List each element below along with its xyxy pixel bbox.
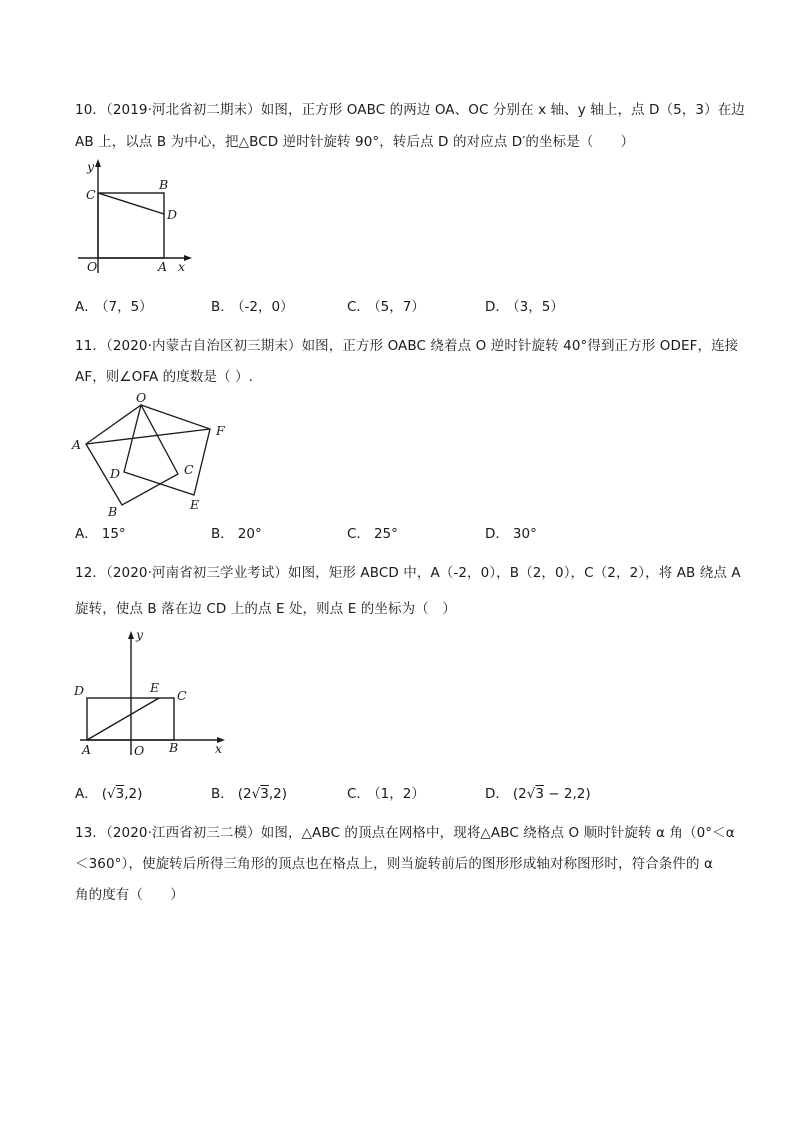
- q11-option-d[interactable]: D． 30°: [485, 526, 537, 542]
- q10-label-d: D: [167, 207, 178, 222]
- q12-label-e: E: [150, 680, 160, 695]
- q11-square-odef: [124, 405, 210, 495]
- q11-label-e: E: [190, 497, 200, 512]
- q13-text-line2: ＜360°），使旋转后所得三角形的顶点也在格点上，则当旋转前后的图形形成轴对称图形时，符合条件的 α: [75, 856, 713, 872]
- q10-square: [98, 193, 164, 258]
- q11-text-line2: AF，则∠OFA 的度数是（ ）.: [75, 369, 254, 385]
- q12-option-c[interactable]: C． （1，2）: [347, 786, 425, 802]
- q12-label-c: C: [177, 688, 187, 703]
- q12-label-o: O: [134, 743, 145, 758]
- q12-text-line1: 12．（2020·河南省初三学业考试）如图，矩形 ABCD 中，A（-2，0），B（2，0），C（2，2），将 AB 绕点 A: [75, 565, 741, 581]
- q10-segment-cd: [98, 193, 164, 214]
- q11-text-line1: 11．（2020·内蒙古自治区初三期末）如图，正方形 OABC 绕着点 O 逆时针旋转 40°得到正方形 ODEF，连接: [75, 338, 739, 354]
- q12-label-x: x: [215, 741, 223, 756]
- q12-text-line2: 旋转，使点 B 落在边 CD 上的点 E 处，则点 E 的坐标为（ ）: [75, 601, 456, 617]
- q13-text-line1: 13．（2020·江西省初三二模）如图，△ABC 的顶点在网格中，现将△ABC 绕格点 O 顺时针旋转 α 角（0°＜α: [75, 825, 735, 841]
- q11-option-b[interactable]: B． 20°: [211, 526, 262, 542]
- q10-label-x: x: [178, 259, 186, 274]
- q12-segment-ae: [87, 698, 159, 740]
- q12-label-y: y: [136, 627, 144, 642]
- q11-figure: [70, 392, 240, 517]
- q10-figure: [70, 155, 200, 280]
- q10-text-line2: AB 上，以点 B 为中心，把△BCD 逆时针旋转 90°，转后点 D 的对应点 D′的坐标是（ ）: [75, 134, 635, 150]
- q11-square-oabc: [86, 405, 178, 505]
- q11-label-c: C: [184, 462, 194, 477]
- q12-label-d: D: [74, 683, 85, 698]
- q12-option-a[interactable]: A． (√3,2): [75, 786, 143, 802]
- q11-option-c[interactable]: C． 25°: [347, 526, 398, 542]
- q13-text-line3: 角的度有（ ）: [75, 887, 184, 903]
- q10-option-b[interactable]: B． （-2，0）: [211, 299, 294, 315]
- q10-option-d[interactable]: D． （3，5）: [485, 299, 564, 315]
- q10-label-c: C: [86, 187, 96, 202]
- q12-option-d[interactable]: D． (2√3 − 2,2): [485, 786, 591, 802]
- q11-label-f: F: [216, 423, 225, 438]
- q11-option-a[interactable]: A． 15°: [75, 526, 126, 542]
- q12-option-b[interactable]: B． (2√3,2): [211, 786, 287, 802]
- q10-label-o: O: [87, 259, 98, 274]
- q12-label-a: A: [82, 742, 92, 757]
- q10-option-c[interactable]: C． （5，7）: [347, 299, 425, 315]
- q10-option-a[interactable]: A． （7，5）: [75, 299, 153, 315]
- q11-label-a: A: [72, 437, 82, 452]
- q11-label-b: B: [108, 504, 118, 519]
- q12-label-b: B: [169, 740, 179, 755]
- q10-text-line1: 10．（2019·河北省初二期末）如图，正方形 OABC 的两边 OA、OC 分别在 x 轴、y 轴上，点 D（5，3）在边: [75, 102, 745, 118]
- q12-figure: [70, 625, 240, 760]
- q10-label-y: y: [87, 159, 95, 174]
- q11-label-o: O: [136, 390, 147, 405]
- q11-label-d: D: [110, 466, 121, 481]
- q10-label-b: B: [159, 177, 169, 192]
- q10-label-a: A: [158, 259, 168, 274]
